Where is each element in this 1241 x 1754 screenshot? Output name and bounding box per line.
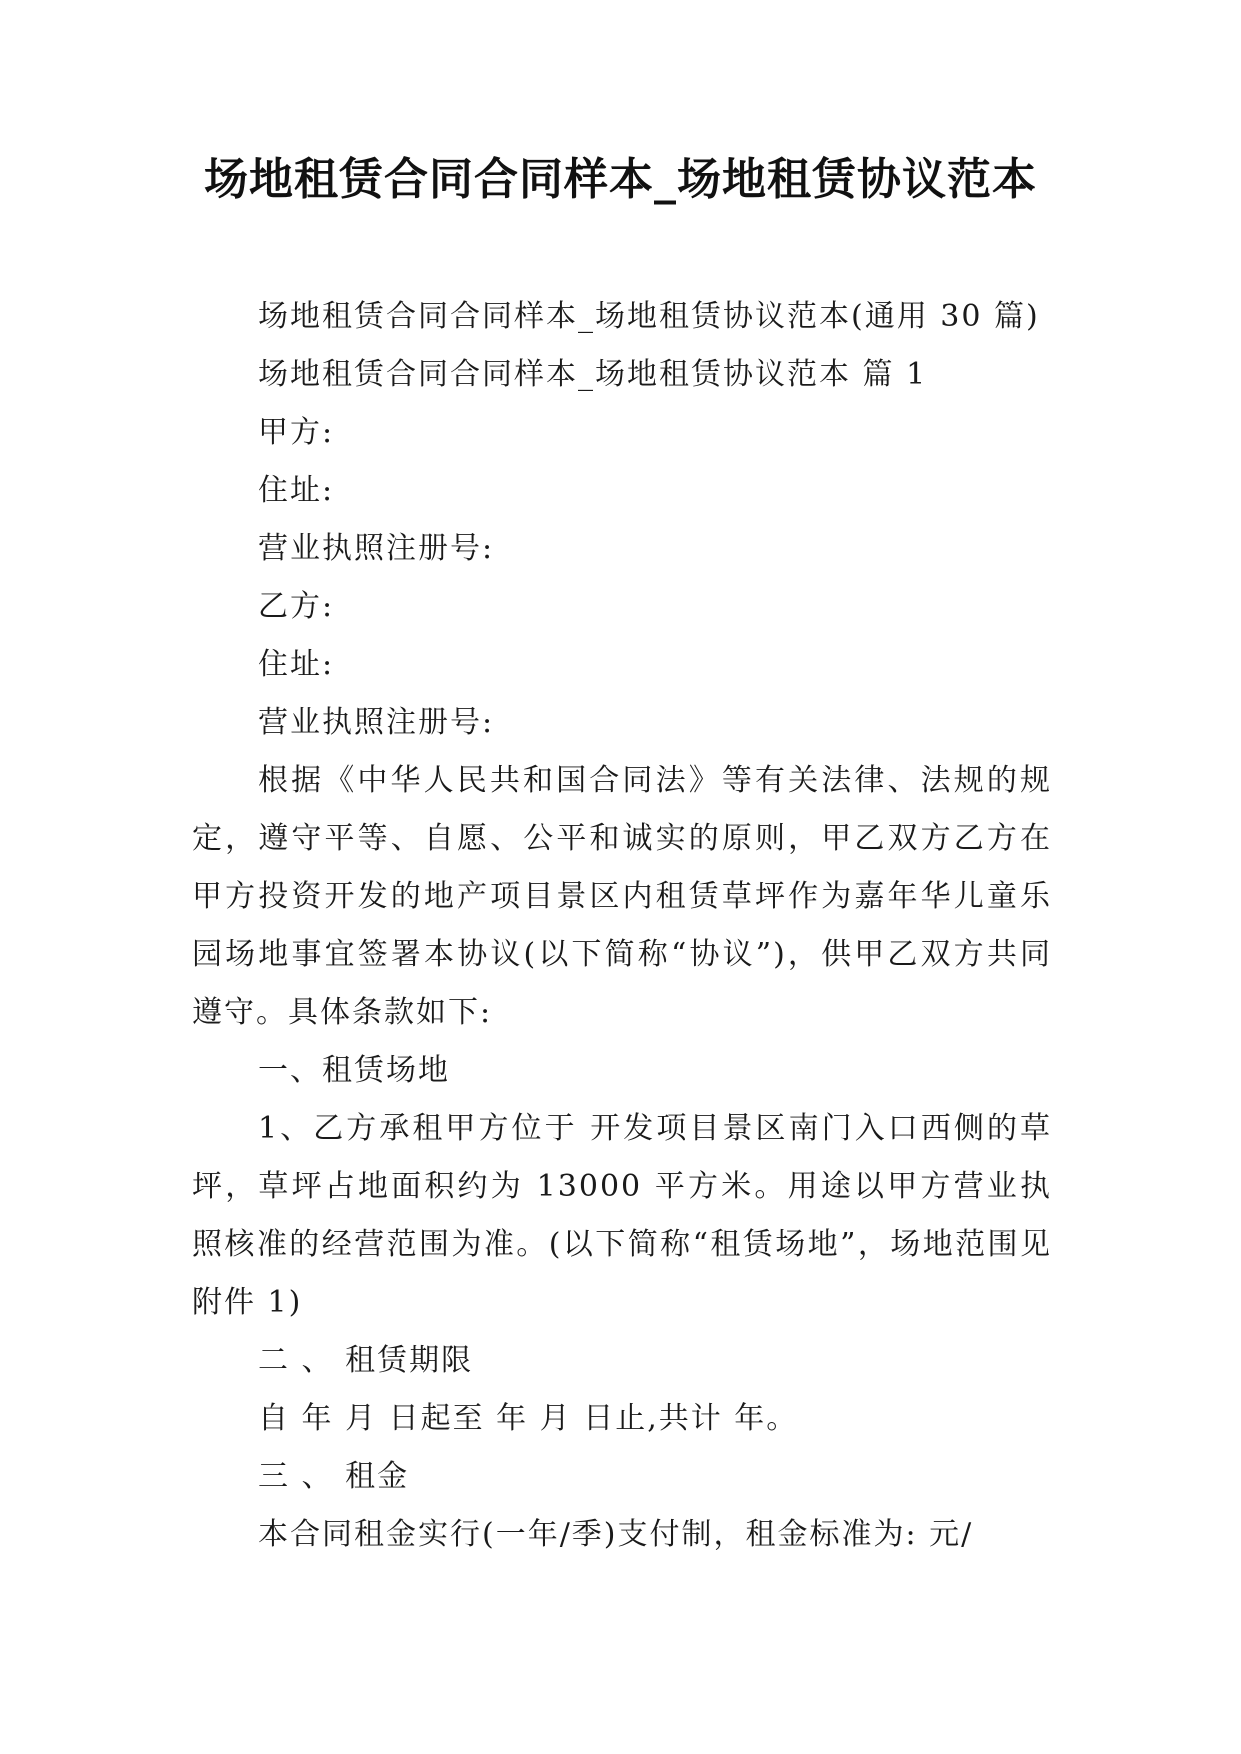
- party-a-label: 甲方:: [258, 415, 335, 450]
- paragraph-rent: 本合同租金实行(一年/季)支付制，租金标准为: 元/: [258, 1517, 974, 1552]
- party-b-label: 乙方:: [258, 589, 335, 624]
- section-heading-1: 一、租赁场地: [258, 1053, 450, 1088]
- party-a-address-label: 住址:: [258, 473, 335, 508]
- paragraph-heading-part-1: 场地租赁合同合同样本_场地租赁协议范本 篇 1: [258, 357, 928, 392]
- paragraph-preamble: 根据《中华人民共和国合同法》等有关法律、法规的规定，遵守平等、自愿、公平和诚实的原则，甲乙双方乙方在甲方投资开发的地产项目景区内租赁草坪作为嘉年华儿童乐园场地事宜签署本协议(以下简称“协议”)，供甲乙双方共同遵守。具体条款如下:: [192, 763, 1052, 1030]
- section-heading-2: 二 、 租赁期限: [258, 1343, 474, 1378]
- party-b-address-label: 住址:: [258, 647, 335, 682]
- paragraph-lease-site: 1、乙方承租甲方位于 开发项目景区南门入口西侧的草坪，草坪占地面积约为 13000 平方米。用途以甲方营业执照核准的经营范围为准。(以下简称“租赁场地”，场地范围见附件 1): [192, 1111, 1052, 1320]
- paragraph-heading-collection: 场地租赁合同合同样本_场地租赁协议范本(通用 30 篇): [258, 299, 1040, 334]
- party-b-license-label: 营业执照注册号:: [258, 705, 495, 740]
- party-a-license-label: 营业执照注册号:: [258, 531, 495, 566]
- document-body: [192, 288, 1052, 1564]
- document-title: 场地租赁合同合同样本_场地租赁协议范本: [204, 154, 1037, 205]
- section-heading-3: 三 、 租金: [258, 1459, 410, 1494]
- paragraph-lease-term: 自 年 月 日起至 年 月 日止,共计 年。: [258, 1401, 799, 1436]
